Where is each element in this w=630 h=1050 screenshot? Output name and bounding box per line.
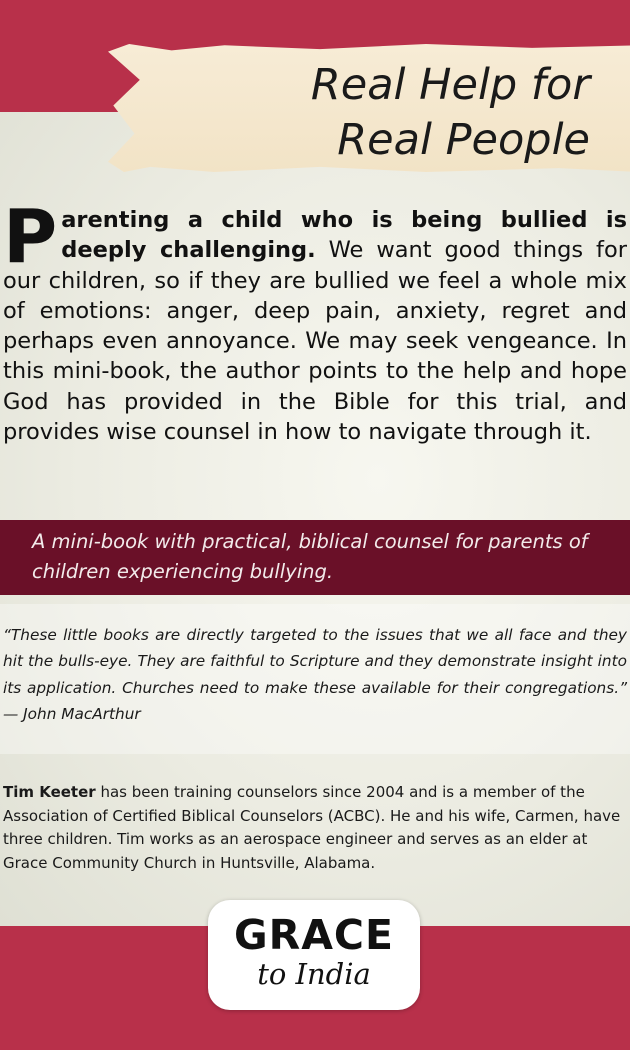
author-name: Tim Keeter — [3, 783, 96, 801]
logo-sub-text: to India — [257, 957, 371, 991]
page-title — [230, 58, 590, 168]
intro-paragraph — [3, 194, 627, 447]
intro-bold-lead: arenting a child who is being bullied is deeply challenging. — [61, 207, 627, 264]
tagline: A mini-book with practical, biblical counsel for parents of children experiencing bullying. — [32, 530, 588, 583]
drop-cap: P — [3, 194, 58, 280]
logo-main-text: GRACE — [233, 911, 395, 959]
publisher-logo — [208, 900, 420, 1010]
intro-body: We want good things for our children, so if they are bullied we feel a whole mix of emotions: anger, deep pain, anxiety, regret and perhaps even annoyance. We may seek vengeance. In this mini-book, the author points to the help and hope God has provided in the Bible for this trial, and provides wise counsel in how to navigate through it. — [3, 237, 627, 446]
author-bio-text: has been training counselors since 2004 and is a member of the Association of Certified Biblical Counselors (ACBC). He and his wife, Carmen, have three children. Tim works as an aerospace engineer and serves as an elder at Grace Community Church in Huntsville, Alabama. — [3, 783, 621, 872]
endorsement-quote: “These little books are directly targeted to the issues that we all face and they hit the bulls-eye. They are faithful to Scripture and they demonstrate insight into its application. Churches need to make these available for their congregations.” — John MacArthur — [3, 626, 627, 723]
title-line-2: Real People — [337, 115, 590, 165]
author-bio — [3, 781, 627, 875]
title-line-1: Real Help for — [310, 60, 590, 110]
